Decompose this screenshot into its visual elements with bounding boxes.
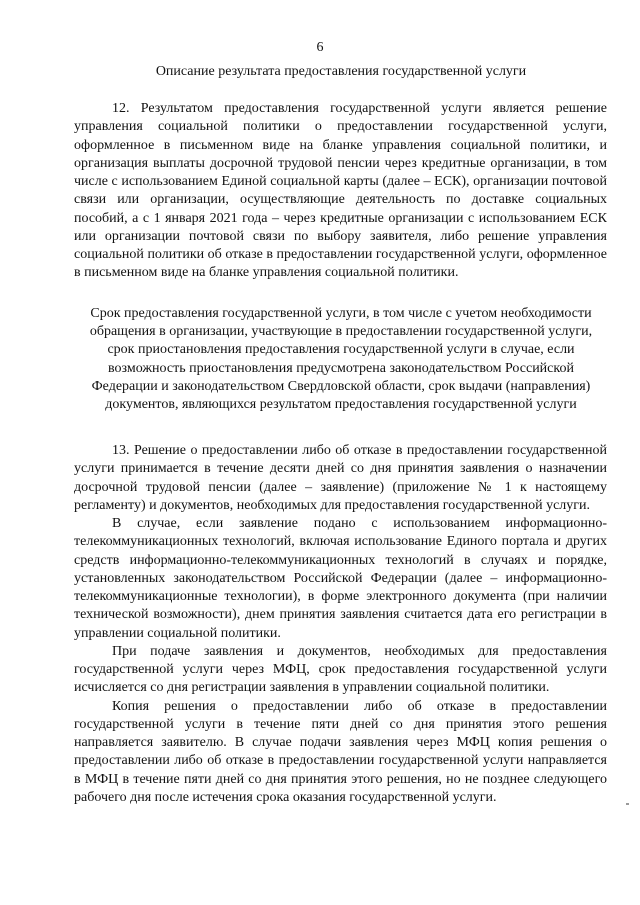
paragraph-electronic-application: В случае, если заявление подано с использованием информационно-телекоммуникационных технологий, включая использование Единого портала и других средств информационно-телекоммуникационных технологий в случаях и порядке, установленных законодательством Российской Федерации (далее – информационно-телекоммуникационные технологии), в форме электронного документа (при наличии технической возможности), днем принятия заявления считается дата его регистрации в управлении социальной политики.	[74, 516, 607, 641]
page-number: 6	[316, 40, 324, 55]
section-title-term: Срок предоставления государственной услуги, в том числе с учетом необходимости обращения в организации, участвующие в предоставлении государственной услуги, срок приостановления предоставления государственной услуги в случае, если возможность приостановления предусмотрена законодательством Российской Федерации и законодательством Свердловской области, срок выдачи (направления) документов, являющихся результатом предоставления государственной услуги	[89, 306, 593, 413]
paragraph-mfc-term: При подаче заявления и документов, необходимых для предоставления государственной услуги через МФЦ, срок предоставления государственной услуги исчисляется со дня регистрации заявления в управлении социальной политики.	[74, 643, 607, 696]
section-body-term	[74, 442, 607, 807]
scan-mark	[626, 803, 629, 805]
paragraph-12: 12. Результатом предоставления государственной услуги является решение управления социальной политики о предоставлении государственной услуги, оформленное в письменном виде на бланке управления социальной политики, и организация выплаты досрочной трудовой пенсии через кредитные организации, в том числе с использованием Единой социальной карты (далее – ЕСК), организации почтовой связи или организации, осуществляющие деятельность по доставке социальных пособий, а с 1 января 2021 года – через кредитные организации с использованием ЕСК или организации почтовой связи по выбору заявителя, либо решение управления социальной политики об отказе в предоставлении государственной услуги, оформленное в письменном виде на бланке управления социальной политики.	[74, 101, 607, 281]
paragraph-13: 13. Решение о предоставлении либо об отказе в предоставлении государственной услуги принимается в течение десяти дней со дня принятия заявления о назначении досрочной трудовой пенсии (далее – заявление) (приложение № 1 к настоящему регламенту) и документов, необходимых для предоставления государственной услуги.	[74, 443, 607, 513]
paragraph-decision-copy: Копия решения о предоставлении либо об отказе в предоставлении государственной услуги в течение пяти дней со дня принятия этого решения направляется заявителю. В случае подачи заявления через МФЦ копия решения о предоставлении либо об отказе в предоставлении государственной услуги направляется в МФЦ в течение пяти дней со дня принятия этого решения, но не позднее следующего рабочего дня после истечения срока оказания государственной услуги.	[74, 698, 607, 805]
section-title-result: Описание результата предоставления государственной услуги	[155, 64, 527, 79]
section-body-result	[74, 100, 607, 283]
